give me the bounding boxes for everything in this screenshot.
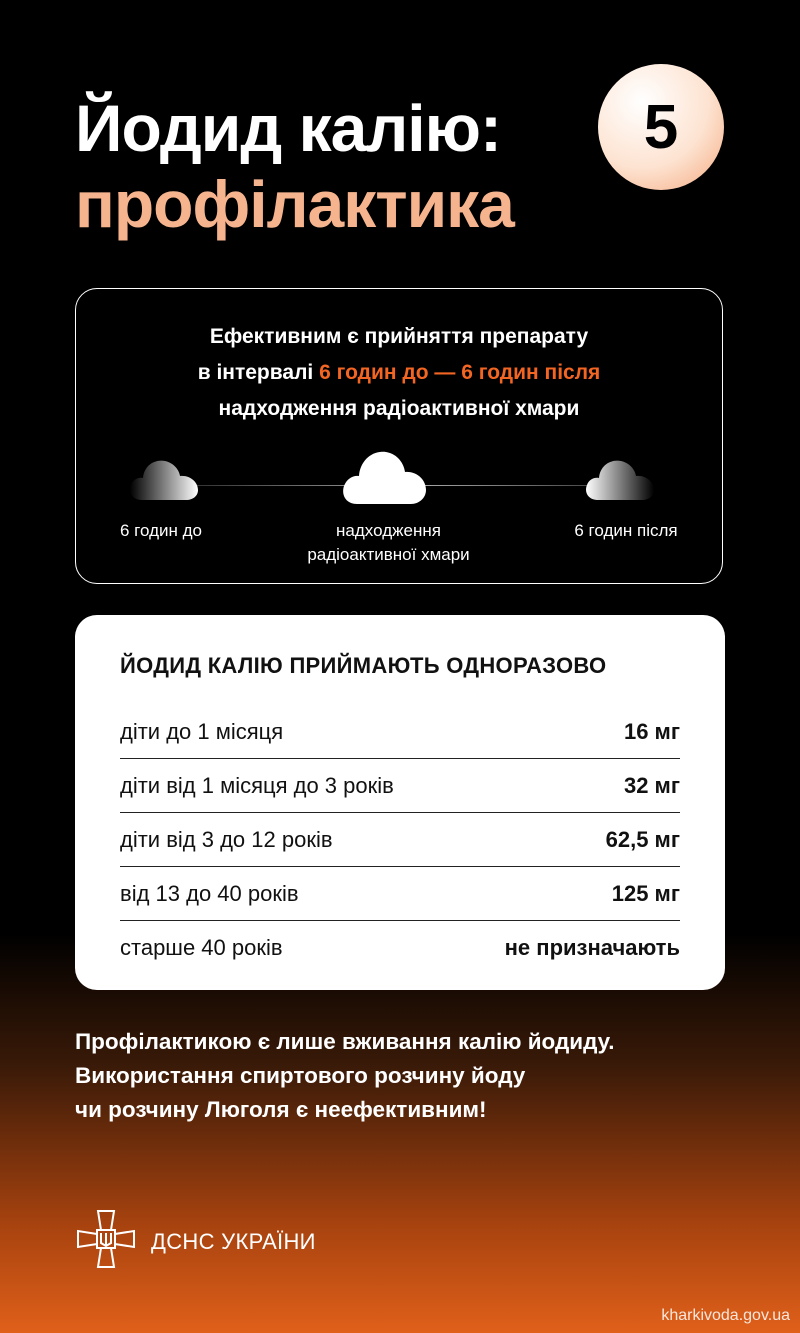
dose-value: 125 мг [611, 880, 680, 906]
dose-value: 32 мг [623, 772, 680, 798]
organization-name: ДСНС УКРАЇНИ [151, 1228, 316, 1254]
dosage-list [120, 705, 680, 974]
warning-line-3: чи розчину Люголя є неефективним! [75, 1097, 487, 1122]
title-line-1: Йодид калію: [75, 91, 501, 165]
dosage-title: ЙОДИД КАЛІЮ ПРИЙМАЮТЬ ОДНОРАЗОВО [120, 653, 607, 678]
timeline-label-before: 6 годин до [120, 521, 202, 540]
slide-number-badge [598, 64, 724, 190]
warning-line-2: Використання спиртового розчину йоду [75, 1063, 526, 1088]
dosage-row [120, 867, 680, 921]
timing-line-2 [76, 355, 722, 391]
dosage-row [120, 705, 680, 759]
organization-logo [75, 1208, 316, 1275]
timeline-label-arrival: надходження радіоактивної хмари [307, 521, 470, 564]
dosage-card [75, 615, 725, 990]
cloud-icon [584, 452, 656, 502]
timing-interval-highlight: 6 годин до — 6 годин після [319, 361, 601, 384]
cloud-icon [341, 444, 427, 506]
slide-number: 5 [643, 92, 679, 162]
age-group: старше 40 років [120, 934, 283, 960]
page-title [75, 90, 514, 242]
dosage-row [120, 759, 680, 813]
title-line-2: профілактика [75, 167, 514, 241]
dose-value: 16 мг [623, 718, 680, 744]
cloud-icon [128, 452, 200, 502]
timing-line-1: Ефективним є прийняття препарату [209, 325, 589, 348]
age-group: діти до 1 місяця [120, 718, 284, 744]
dose-value: не призначають [504, 934, 680, 960]
dose-value: 62,5 мг [605, 826, 680, 852]
dosage-row [120, 813, 680, 867]
age-group: діти від 3 до 12 років [120, 826, 333, 852]
dosage-row [120, 921, 680, 974]
age-group: діти від 1 місяця до 3 років [120, 772, 394, 798]
age-group: від 13 до 40 років [120, 880, 299, 906]
timing-info-box [75, 288, 723, 584]
warning-text [75, 1025, 755, 1127]
timing-description [76, 319, 722, 427]
dsns-emblem-icon [75, 1208, 137, 1275]
source-link[interactable]: kharkivoda.gov.ua [661, 1307, 790, 1324]
timing-line-2-prefix: в інтервалі [197, 361, 320, 384]
timing-line-3: надходження радіоактивної хмари [218, 397, 580, 420]
warning-line-1: Профілактикою є лише вживання калію йодиду. [75, 1029, 615, 1054]
timeline-label-after: 6 годин після [574, 521, 678, 540]
